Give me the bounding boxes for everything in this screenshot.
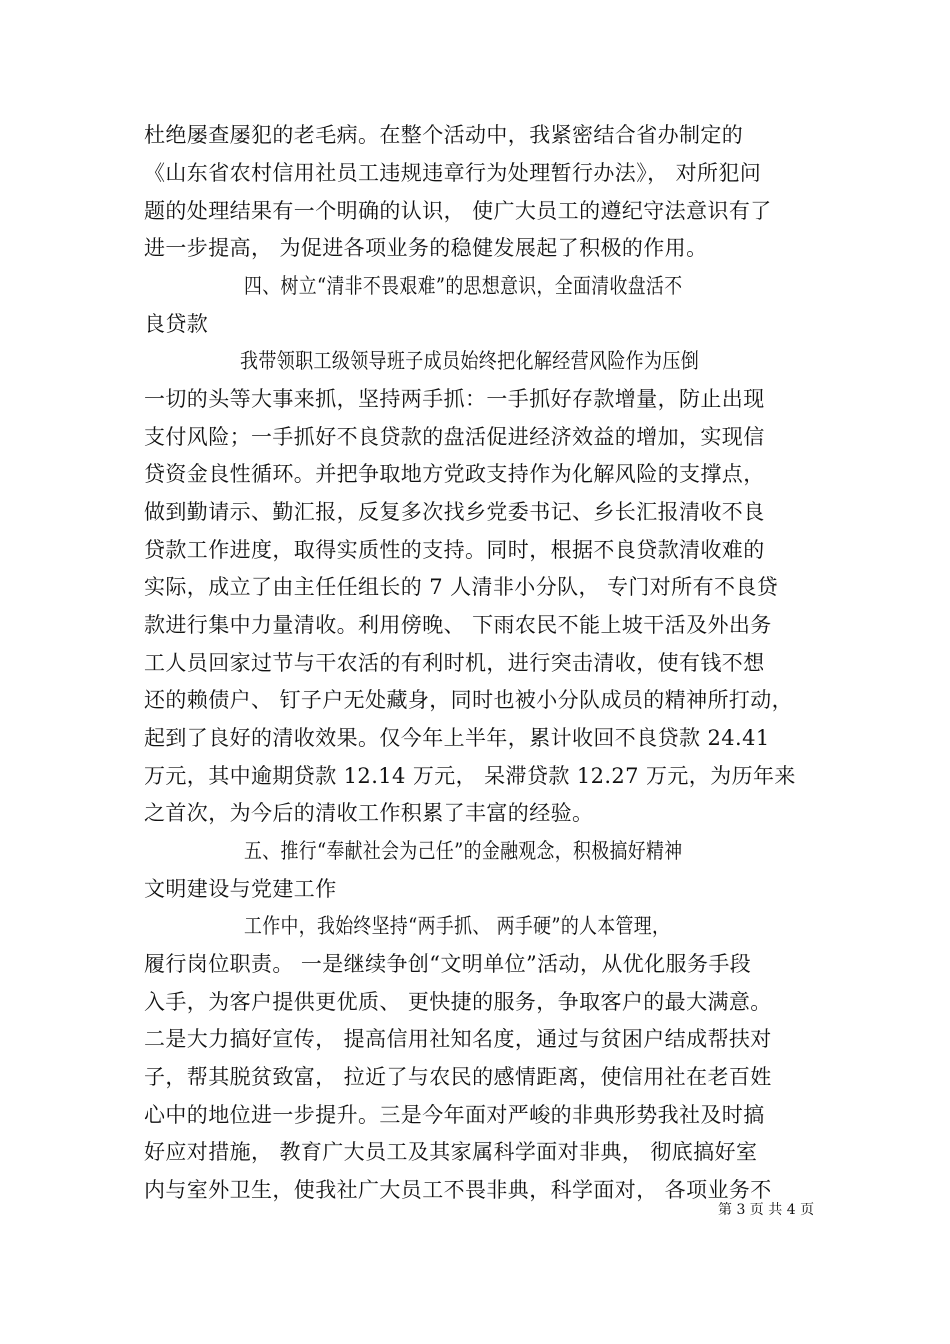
text-line: 起到了良好的清收效果。仅今年上半年，累计收回不良贷款 24.41 xyxy=(144,726,770,750)
text-line: 支付风险；一手抓好不良贷款的盘活促进经济效益的增加，实现信 xyxy=(144,425,765,449)
text-line: 入手，为客户提供更优质、 更快捷的服务，争取客户的最大满意。 xyxy=(144,990,772,1014)
page-number: 第 3 页 共 4 页 xyxy=(718,1202,815,1218)
text-line: 心中的地位进一步提升。三是今年面对严峻的非典形势我社及时搞 xyxy=(144,1103,765,1127)
section-heading-continued: 良贷款 xyxy=(144,312,209,336)
section-heading: 四、树立“清非不畏艰难”的思想意识，全面清收盘活不 xyxy=(244,274,683,298)
text-line: 《山东省农村信用社员工违规违章行为处理暂行办法》， 对所犯问 xyxy=(144,161,762,185)
text-line: 题的处理结果有一个明确的认识， 使广大员工的遵纪守法意识有了 xyxy=(144,199,772,223)
text-line: 二是大力搞好宣传， 提高信用社知名度，通过与贫困户结成帮扶对 xyxy=(144,1027,772,1051)
section-heading-continued: 文明建设与党建工作 xyxy=(144,877,337,901)
text-line: 还的赖债户、 钉子户无处藏身，同时也被小分队成员的精神所打动， xyxy=(144,688,794,712)
text-line: 子，帮其脱贫致富， 拉近了与农民的感情距离，使信用社在老百姓 xyxy=(144,1065,772,1089)
text-line: 工作中，我始终坚持“两手抓、 两手硬”的人本管理， xyxy=(244,914,671,938)
text-line: 万元，其中逾期贷款 12.14 万元， 呆滞贷款 12.27 万元，为历年来 xyxy=(144,764,796,788)
text-line: 我带领职工级领导班子成员始终把化解经营风险作为压倒 xyxy=(240,349,700,373)
text-line: 做到勤请示、勤汇报，反复多次找乡党委书记、乡长汇报清收不良 xyxy=(144,500,765,524)
text-line: 内与室外卫生，使我社广大员工不畏非典，科学面对， 各项业务不 xyxy=(144,1178,772,1202)
text-line: 好应对措施， 教育广大员工及其家属科学面对非典， 彻底搞好室 xyxy=(144,1140,758,1164)
text-line: 履行岗位职责。 一是继续争创“文明单位”活动，从优化服务手段 xyxy=(144,952,752,976)
text-line: 之首次，为今后的清收工作积累了丰富的经验。 xyxy=(144,801,594,825)
text-line: 工人员回家过节与干农活的有利时机，进行突击清收，使有钱不想 xyxy=(144,651,765,675)
text-line: 贷资金良性循环。并把争取地方党政支持作为化解风险的支撑点， xyxy=(144,462,765,486)
text-line: 贷款工作进度，取得实质性的支持。同时，根据不良贷款清收难的 xyxy=(144,538,765,562)
text-line: 款进行集中力量清收。利用傍晚、 下雨农民不能上坡干活及外出务 xyxy=(144,613,772,637)
text-line: 进一步提高， 为促进各项业务的稳健发展起了积极的作用。 xyxy=(144,236,708,260)
text-line: 实际，成立了由主任任组长的 7 人清非小分队， 专门对所有不良贷 xyxy=(144,575,779,599)
text-line: 一切的头等大事来抓，坚持两手抓：一手抓好存款增量，防止出现 xyxy=(144,387,765,411)
section-heading: 五、推行“奉献社会为己任”的金融观念，积极搞好精神 xyxy=(244,839,683,863)
text-line: 杜绝屡查屡犯的老毛病。在整个活动中，我紧密结合省办制定的 xyxy=(144,123,744,147)
